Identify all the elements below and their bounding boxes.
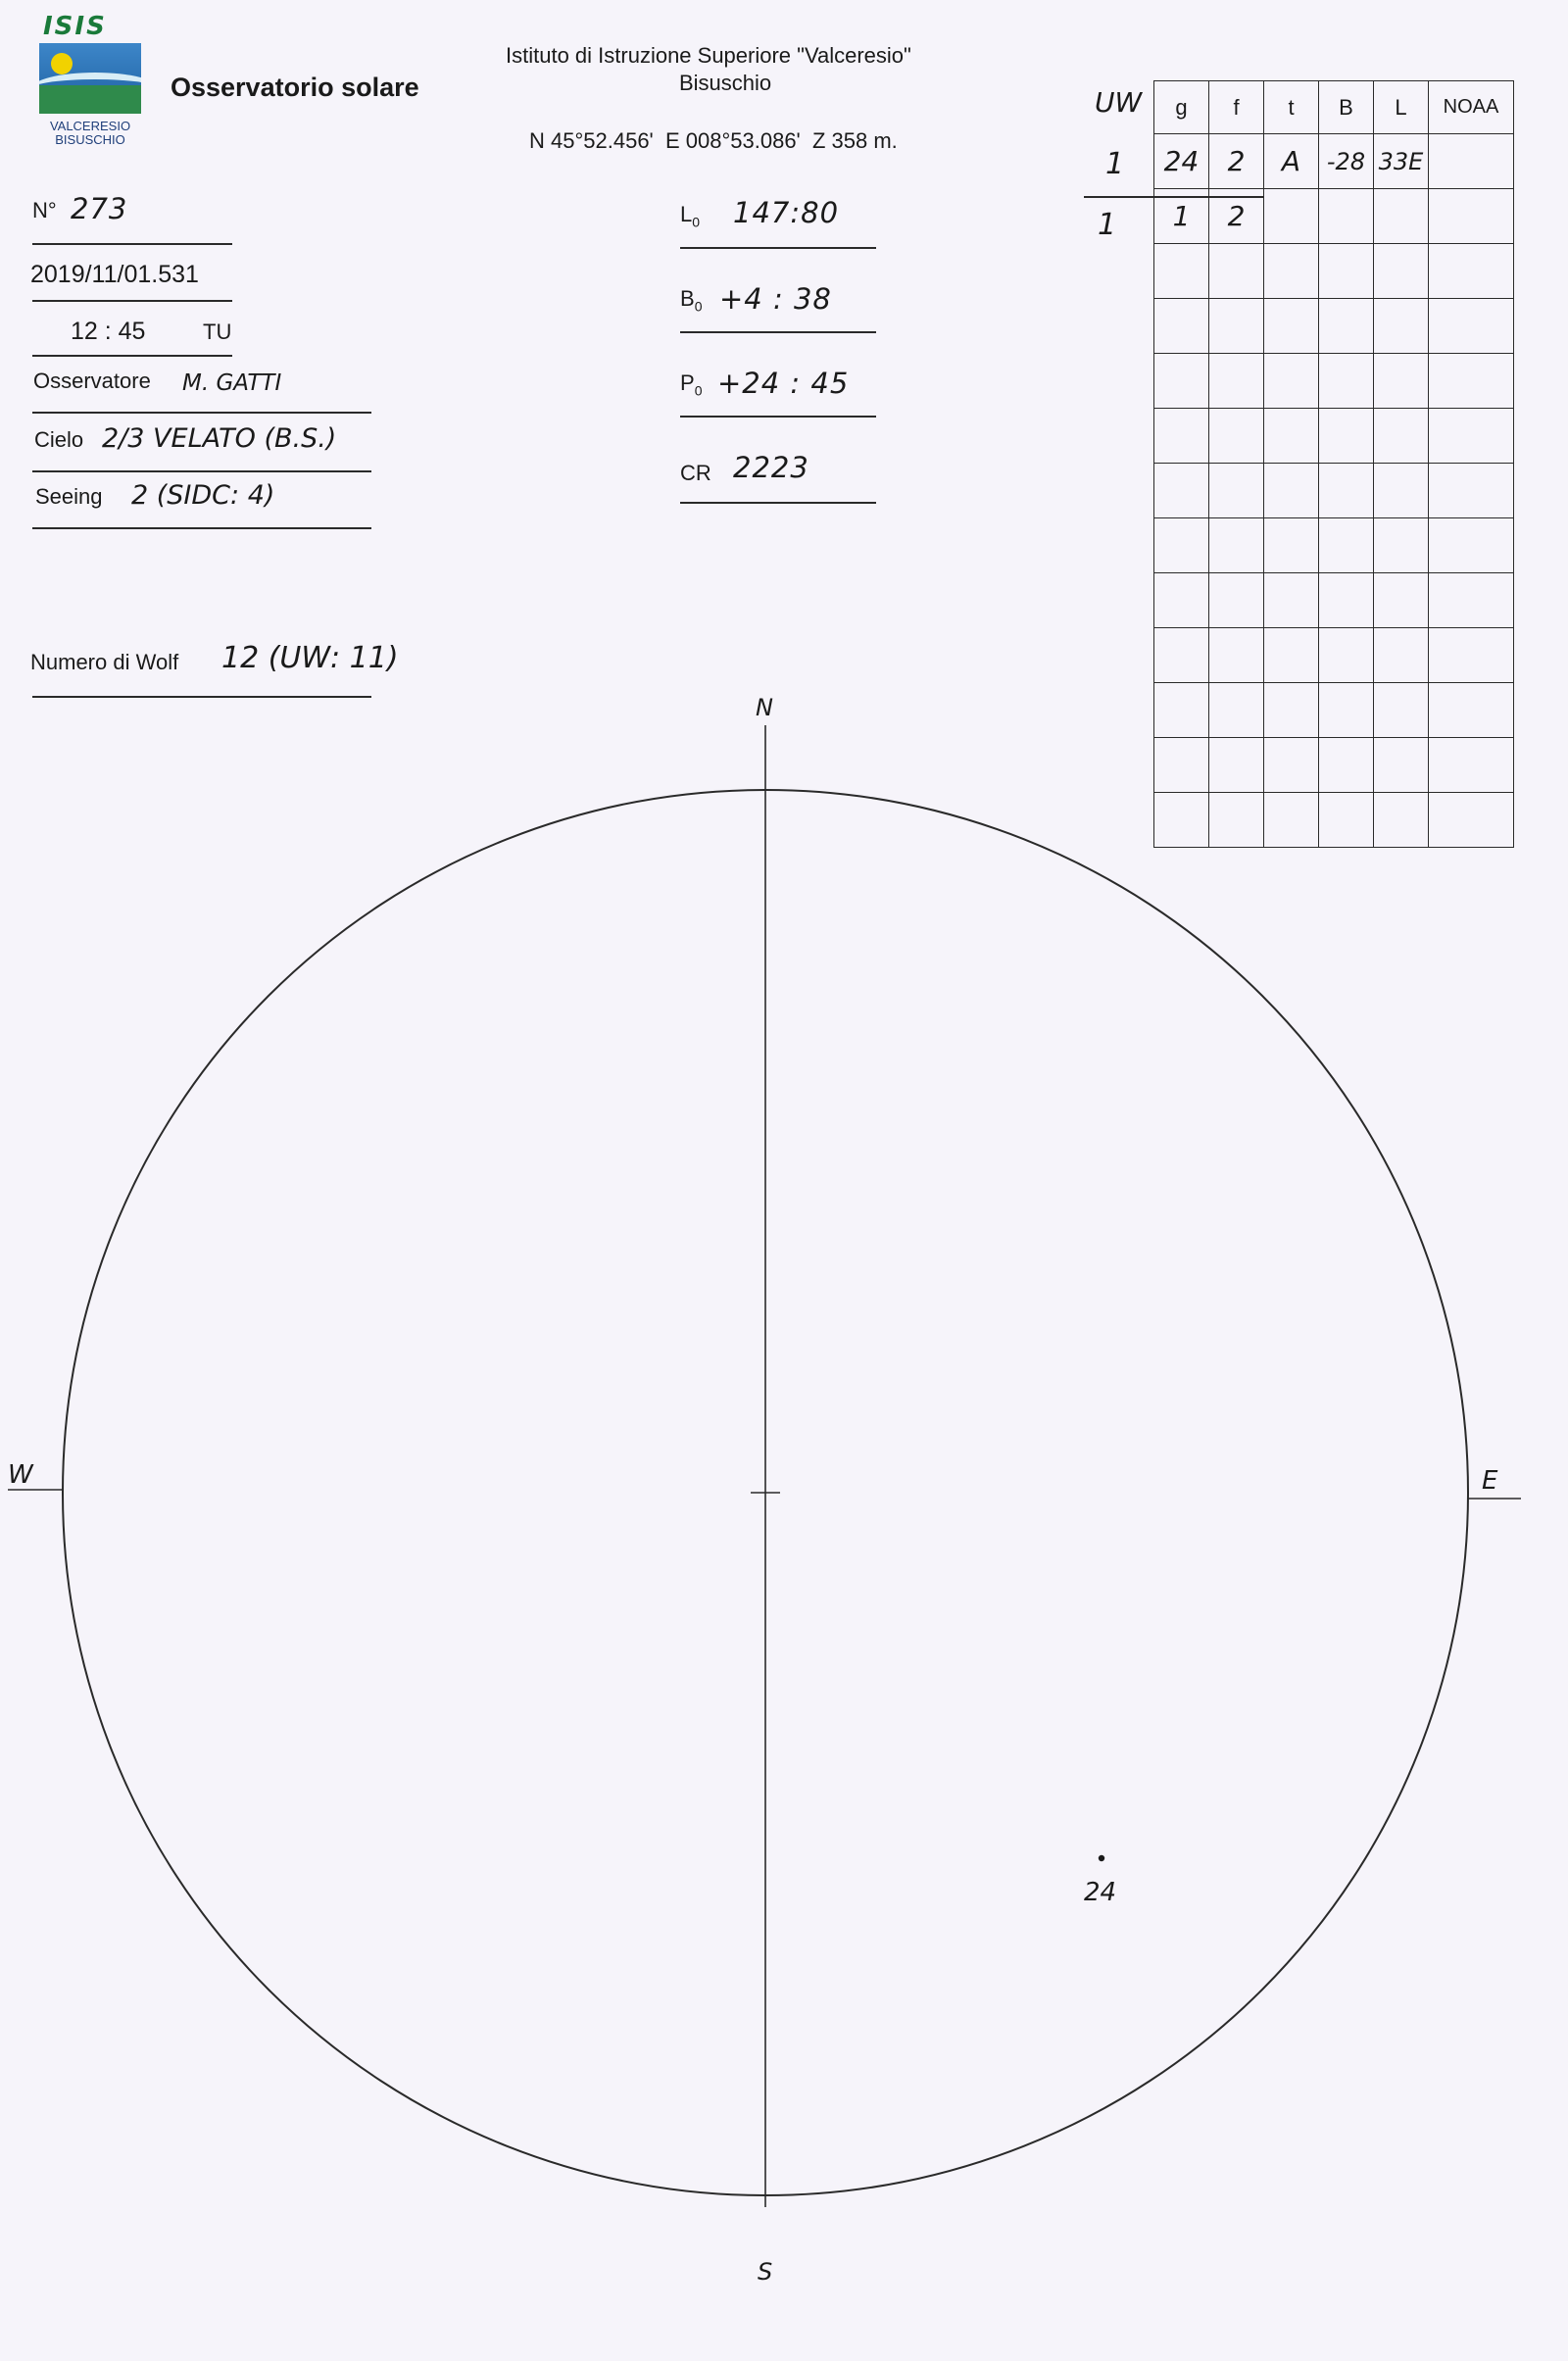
column-header: NOAA xyxy=(1429,81,1514,134)
sunspot-group-label: 24 xyxy=(1084,1878,1117,1907)
uw-row-1: 1 xyxy=(1105,147,1125,181)
number-value: 273 xyxy=(71,192,128,225)
date-value: 2019/11/01.531 xyxy=(30,261,199,288)
west-label: W xyxy=(8,1460,33,1490)
table-cell: 24 xyxy=(1154,134,1209,189)
sky-value: 2/3 VELATO (B.S.) xyxy=(102,423,337,454)
table-cell: 33E xyxy=(1374,134,1429,189)
cr-value: 2223 xyxy=(733,451,809,484)
observer-value: M. GATTI xyxy=(182,370,282,396)
column-header: B xyxy=(1319,81,1374,134)
logo-caption-line2: BISUSCHIO xyxy=(55,132,125,147)
uw-row-2: 1 xyxy=(1098,208,1117,242)
table-cell: 2 xyxy=(1209,189,1264,244)
wolf-number-value: 12 (UW: 11) xyxy=(221,641,399,675)
number-label: N° xyxy=(32,198,57,222)
wolf-number-label: Numero di Wolf xyxy=(30,650,179,674)
p0-subscript: 0 xyxy=(694,382,703,399)
table-cell: 2 xyxy=(1209,134,1264,189)
institute-town: Bisuschio xyxy=(679,71,772,95)
logo-wordmark: ISIS xyxy=(43,12,107,41)
north-label: N xyxy=(756,694,773,721)
observer-label: Osservatore xyxy=(33,369,151,393)
l0-subscript: 0 xyxy=(692,214,701,230)
l0-letter: L xyxy=(680,202,693,226)
institute-name: Istituto di Istruzione Superiore "Valceresio" xyxy=(506,43,911,68)
table-cell: -28 xyxy=(1319,134,1374,189)
uw-header: UW xyxy=(1095,86,1143,119)
east-label: E xyxy=(1482,1466,1498,1496)
table-cell: 1 xyxy=(1154,189,1209,244)
observatory-coordinates: N 45°52.456' E 008°53.086' Z 358 m. xyxy=(529,128,898,153)
seeing-label: Seeing xyxy=(35,484,103,509)
p0-value: +24 : 45 xyxy=(717,367,850,400)
column-header: t xyxy=(1264,81,1319,134)
b0-value: +4 : 38 xyxy=(719,282,832,316)
p0-letter: P xyxy=(680,370,695,395)
sky-label: Cielo xyxy=(34,427,84,452)
column-header: L xyxy=(1374,81,1429,134)
table-cell: A xyxy=(1264,134,1319,189)
sunspot-dot xyxy=(1099,1855,1104,1861)
seeing-value: 2 (SIDC: 4) xyxy=(131,480,275,511)
logo-caption-line1: VALCERESIO xyxy=(49,119,131,133)
b0-letter: B xyxy=(680,286,695,311)
page-title: Osservatorio solare xyxy=(171,73,419,102)
b0-subscript: 0 xyxy=(694,298,703,315)
time-value: 12 : 45 xyxy=(71,318,146,345)
column-header: f xyxy=(1209,81,1264,134)
time-unit: TU xyxy=(203,320,232,344)
column-header: g xyxy=(1154,81,1209,134)
l0-value: 147:80 xyxy=(733,196,840,229)
south-label: S xyxy=(758,2258,773,2286)
cr-label: CR xyxy=(680,461,711,485)
